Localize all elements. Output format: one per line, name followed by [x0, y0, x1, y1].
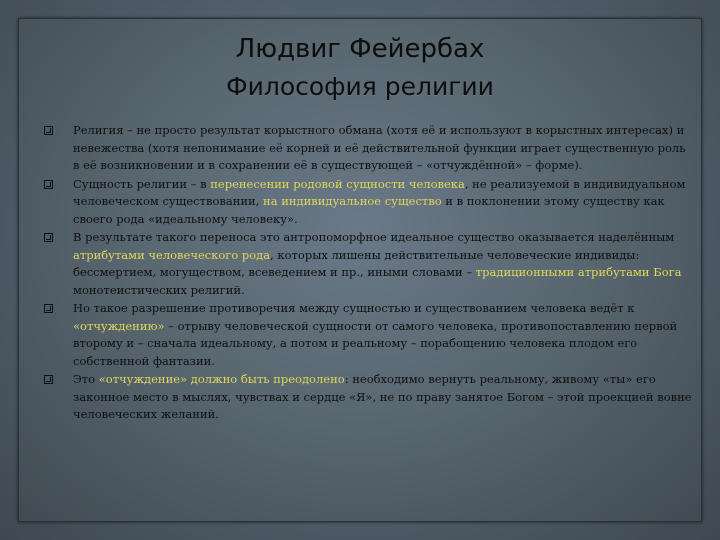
list-item [44, 122, 694, 175]
item-text [73, 372, 692, 421]
item-text [73, 230, 682, 297]
item-text [73, 301, 677, 368]
highlighted-text: перенесении родовой сущности человека [210, 176, 465, 191]
text-segment: монотеистических религий. [73, 282, 245, 297]
text-segment: Но такое разрешение противоречия между сущностью и существованием человека ведёт к [73, 301, 635, 315]
bullet-list [44, 122, 694, 425]
slide-subtitle: Философия религии [226, 72, 494, 101]
text-segment: , не реализуемой в индивидуальном человеческом существовании, [73, 176, 686, 208]
text-segment: : необходимо вернуть реальному, живому «ты» его законное место в мыслях, чувствах и сердце «Я», не по праву занятое Богом – этой проекцией вовне человеческих желаний. [73, 372, 692, 421]
square-bullet-icon [44, 375, 53, 384]
highlighted-text: атрибутами человеческого рода [73, 247, 271, 262]
highlighted-text: традиционными атрибутами Бога [475, 265, 682, 279]
text-segment: , которых лишены действительные человеческие индивиды: бессмертием, могуществом, всеведением и пр., иными словами – [73, 247, 640, 279]
item-text [73, 177, 685, 226]
square-bullet-icon [44, 126, 53, 135]
text-segment: Религия – не просто результат корыстного обмана (хотя её и используют в корыстных интересах) и невежества (хотя непонимание её корней и её действительной функции играет существенную роль в её возникновении и в сохранении её в существующей – «отчуждённой» – форме). [73, 123, 686, 172]
text-segment: Это [73, 372, 99, 386]
text-segment: Сущность религии – в [73, 176, 211, 191]
highlighted-text: на индивидуальное существо [263, 194, 442, 208]
text-segment: и в поклонении этому существу как своего рода «идеальному человеку». [73, 194, 665, 226]
square-bullet-icon [44, 180, 53, 189]
text-segment: В результате такого переноса это антропоморфное идеальное существо оказывается наделённым [73, 230, 675, 244]
slide-title: Людвиг Фейербах [235, 34, 485, 64]
text-segment: – отрыву человеческой сущности от самого человека, противопоставлению первой второму и – сначала идеальному, а потом и реальному – порабощению человека плодом его собственной фантазии. [73, 318, 678, 368]
list-item [44, 300, 694, 370]
highlighted-text: «отчуждение» должно быть преодолено [98, 372, 345, 386]
list-item [44, 371, 694, 424]
list-item [44, 176, 694, 229]
highlighted-text: «отчуждению» [73, 318, 165, 333]
square-bullet-icon [44, 233, 53, 242]
item-text [73, 123, 685, 172]
square-bullet-icon [44, 304, 53, 313]
list-item [44, 229, 694, 299]
